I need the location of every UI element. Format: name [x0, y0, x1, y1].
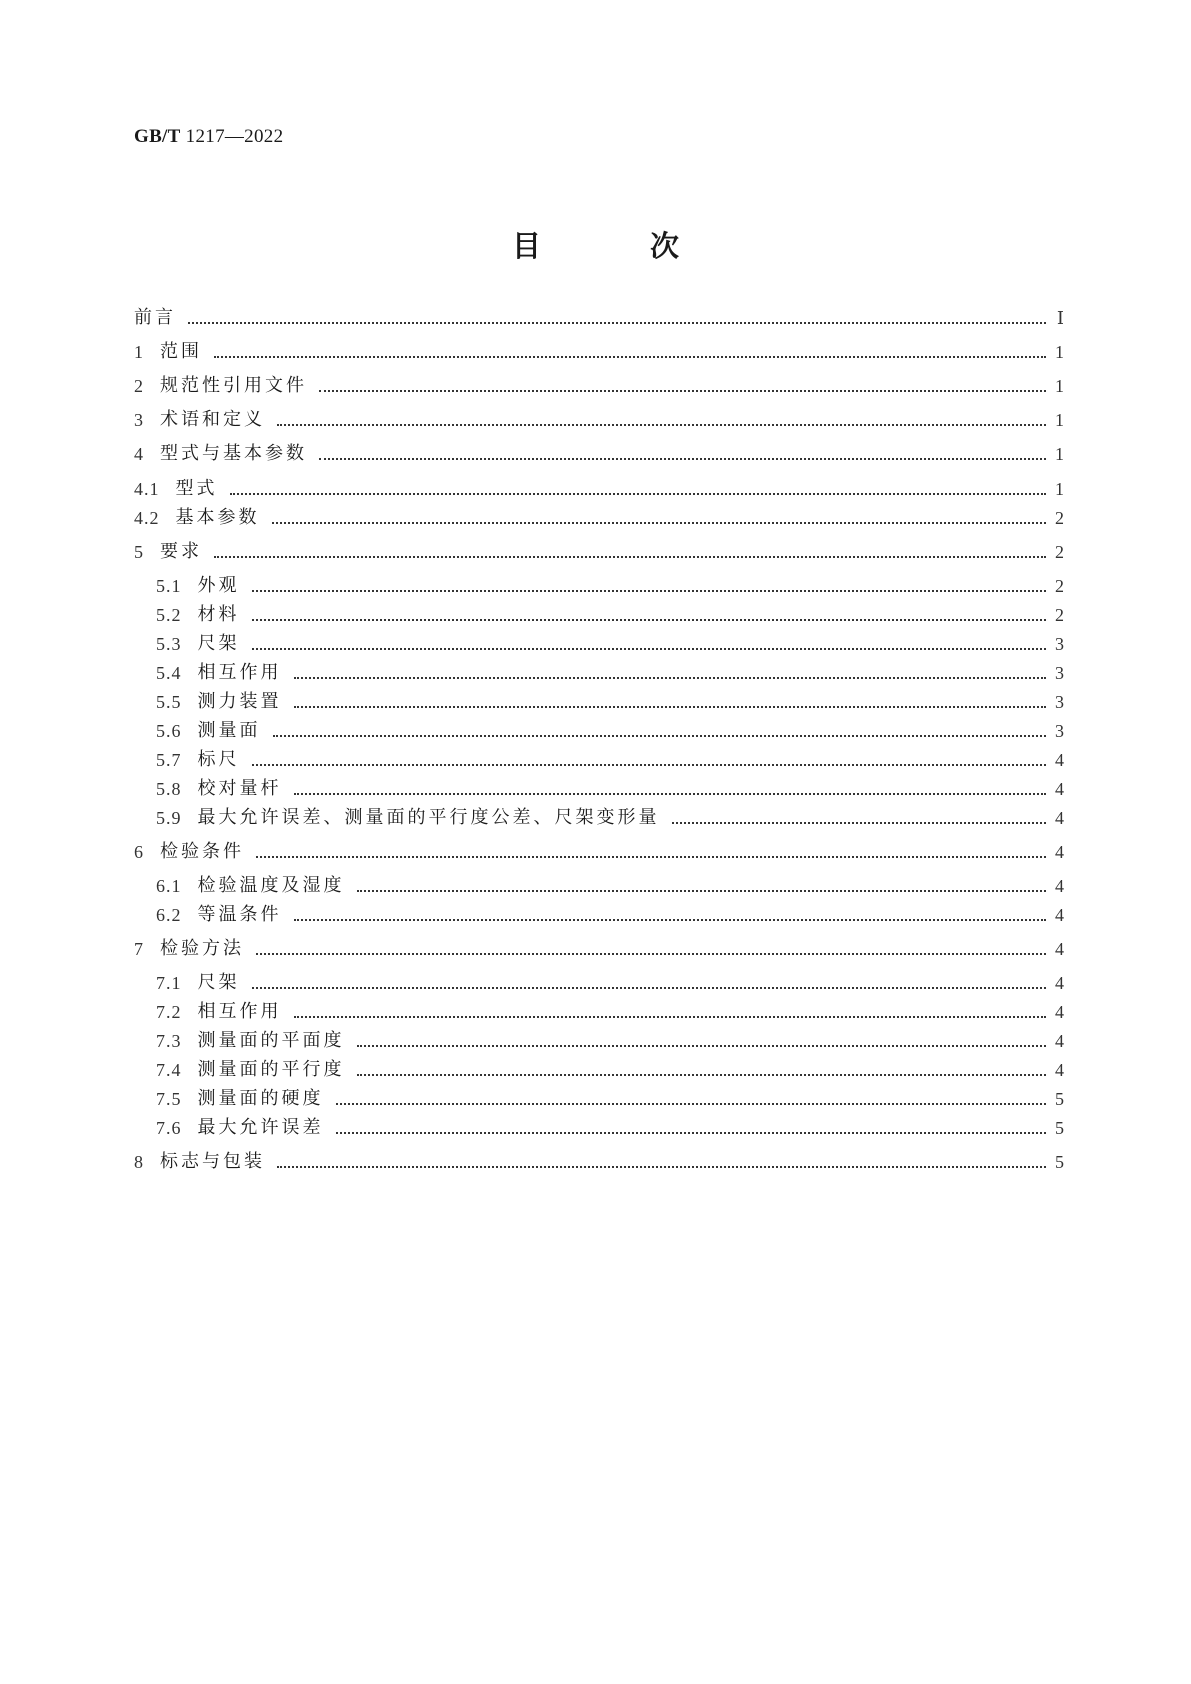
toc-entry-label: 测量面的平面度 [197, 1030, 345, 1051]
toc-entry-page: 2 [1055, 605, 1064, 625]
toc-entry[interactable] [134, 406, 1064, 434]
toc-leader-dots [672, 820, 1047, 824]
toc-entry-label: 测量面 [197, 720, 261, 741]
toc-entry-label: 最大允许误差、测量面的平行度公差、尺架变形量 [197, 807, 660, 828]
toc-entry[interactable] [134, 338, 1064, 366]
toc-entry-number: 5.9 [156, 808, 182, 828]
toc-entry[interactable] [156, 659, 1064, 687]
toc-leader-dots [336, 1130, 1047, 1134]
toc-entry-number: 6.1 [156, 876, 182, 896]
toc-entry-number: 7.5 [156, 1089, 182, 1109]
toc-leader-dots [272, 520, 1047, 524]
toc-entry-number: 7.4 [156, 1060, 182, 1080]
toc-entry-label: 尺架 [197, 633, 240, 654]
toc-leader-dots [256, 854, 1046, 858]
standard-code [134, 126, 283, 148]
toc-entry[interactable] [134, 935, 1064, 963]
toc-entry[interactable] [156, 998, 1064, 1026]
toc-entry[interactable] [156, 969, 1064, 997]
toc-entry-number: 8 [134, 1152, 144, 1172]
toc-leader-dots [188, 320, 1046, 324]
toc-leader-dots [294, 917, 1047, 921]
toc-entry-number: 2 [134, 376, 144, 396]
toc-entry-label: 测量面的硬度 [197, 1088, 324, 1109]
toc-entry-number: 4.2 [134, 508, 160, 528]
toc-leader-dots [294, 704, 1047, 708]
toc-entry-page: 1 [1055, 410, 1064, 430]
toc-entry[interactable] [156, 872, 1064, 900]
toc-entry-label: 相互作用 [197, 1001, 282, 1022]
toc-entry-page: 4 [1055, 779, 1064, 799]
toc-leader-dots [273, 733, 1047, 737]
toc-entry-foreword[interactable] [134, 304, 1064, 332]
toc-entry[interactable] [156, 1114, 1064, 1142]
standard-code-number: 1217—2022 [185, 126, 284, 147]
toc-entry-number: 5.4 [156, 663, 182, 683]
toc-leader-dots [252, 588, 1047, 592]
toc-entry-label: 标尺 [197, 749, 240, 770]
toc-entry-page: 3 [1055, 692, 1064, 712]
toc-leader-dots [294, 675, 1047, 679]
toc-entry[interactable] [134, 372, 1064, 400]
toc-entry-number: 5.6 [156, 721, 182, 741]
toc-entry-number: 7.6 [156, 1118, 182, 1138]
toc-entry-label: 基本参数 [175, 507, 260, 528]
toc-leader-dots [252, 985, 1047, 989]
toc-entry[interactable] [156, 688, 1064, 716]
toc-entry-page: 4 [1055, 750, 1064, 770]
toc-entry-page: 2 [1055, 542, 1064, 562]
toc-entry-label: 型式与基本参数 [160, 443, 307, 464]
toc-entry-number: 4.1 [134, 479, 160, 499]
toc-entry[interactable] [156, 1085, 1064, 1113]
toc-entry[interactable] [156, 1027, 1064, 1055]
toc-leader-dots [357, 1072, 1047, 1076]
toc-entry-page: 4 [1055, 905, 1064, 925]
toc-entry-number: 5.8 [156, 779, 182, 799]
toc-entry-label: 相互作用 [197, 662, 282, 683]
toc-entry-number: 6 [134, 842, 144, 862]
toc-entry[interactable] [156, 1056, 1064, 1084]
toc-entry-label: 范围 [160, 341, 202, 362]
toc-leader-dots [277, 422, 1046, 426]
toc-entry-page: 3 [1055, 634, 1064, 654]
toc-entry-label: 测力装置 [197, 691, 282, 712]
toc-entry-page: 4 [1055, 1060, 1064, 1080]
toc-leader-dots [294, 791, 1047, 795]
toc-leader-dots [357, 888, 1047, 892]
toc-entry-label: 检验方法 [160, 938, 244, 959]
toc-entry-label: 检验温度及湿度 [197, 875, 345, 896]
toc-leader-dots [357, 1043, 1047, 1047]
toc-entry-label: 要求 [160, 541, 202, 562]
toc-entry-label: 外观 [197, 575, 240, 596]
toc-entry[interactable] [156, 746, 1064, 774]
toc-entry-page: 3 [1055, 663, 1064, 683]
toc-entry-number: 5.7 [156, 750, 182, 770]
toc-leader-dots [252, 617, 1047, 621]
toc-entry-page: 4 [1055, 808, 1064, 828]
toc-entry-number: 7.1 [156, 973, 182, 993]
toc-entry-number: 1 [134, 342, 144, 362]
toc-entry-page: 4 [1055, 939, 1064, 959]
standard-code-prefix: GB/T [134, 126, 181, 147]
toc-entry-label: 检验条件 [160, 841, 244, 862]
toc-entry[interactable] [156, 901, 1064, 929]
toc-entry[interactable] [134, 538, 1064, 566]
toc-entry-page: 3 [1055, 721, 1064, 741]
toc-entry-number: 3 [134, 410, 144, 430]
toc-leader-dots [277, 1164, 1046, 1168]
toc-entry[interactable] [156, 717, 1064, 745]
toc-entry[interactable] [156, 775, 1064, 803]
toc-entry-label: 规范性引用文件 [160, 375, 307, 396]
toc-leader-dots [319, 388, 1046, 392]
toc-entry-number: 4 [134, 444, 144, 464]
toc-entry-label: 校对量杆 [197, 778, 282, 799]
toc-leader-dots [256, 951, 1046, 955]
toc-entry-label: 最大允许误差 [197, 1117, 324, 1138]
toc-leader-dots [230, 491, 1047, 495]
toc-entry-page: 2 [1055, 508, 1064, 528]
toc-entry-label: 尺架 [197, 972, 240, 993]
toc-entry-number: 5.3 [156, 634, 182, 654]
toc-entry-label: 等温条件 [197, 904, 282, 925]
toc-leader-dots [336, 1101, 1047, 1105]
toc-entry-page: 1 [1055, 376, 1064, 396]
toc-entry-page: 1 [1055, 444, 1064, 464]
toc-leader-dots [214, 354, 1046, 358]
toc-entry[interactable] [134, 838, 1064, 866]
toc-entry-label: 型式 [175, 478, 218, 499]
toc-leader-dots [252, 646, 1047, 650]
toc-entry[interactable] [156, 572, 1064, 600]
toc-entry[interactable] [134, 440, 1064, 468]
toc-entry-page: Ⅰ [1056, 308, 1064, 328]
toc-entry-label: 标志与包装 [160, 1151, 265, 1172]
toc-entry-page: 4 [1055, 973, 1064, 993]
toc-entry[interactable] [156, 601, 1064, 629]
toc-entry-page: 5 [1055, 1118, 1064, 1138]
toc-leader-dots [252, 762, 1047, 766]
toc-entry-number: 5.5 [156, 692, 182, 712]
toc-entry-label: 材料 [197, 604, 240, 625]
toc-entry-number: 5.1 [156, 576, 182, 596]
toc-entry-page: 1 [1055, 479, 1064, 499]
toc-entry[interactable] [134, 475, 1064, 503]
toc-leader-dots [294, 1014, 1047, 1018]
toc-entry[interactable] [156, 804, 1064, 832]
toc-entry[interactable] [156, 630, 1064, 658]
toc-entry-number: 5.2 [156, 605, 182, 625]
toc-entry-number: 7.3 [156, 1031, 182, 1051]
toc-leader-dots [319, 456, 1046, 460]
toc-entry-page: 4 [1055, 1002, 1064, 1022]
toc-entry-number: 7.2 [156, 1002, 182, 1022]
toc-entry-page: 4 [1055, 842, 1064, 862]
toc-entry-page: 5 [1055, 1089, 1064, 1109]
toc-entry-page: 2 [1055, 576, 1064, 596]
toc-entry-page: 5 [1055, 1152, 1064, 1172]
toc-title: 目 次 [511, 229, 719, 263]
toc-entry-label: 术语和定义 [160, 409, 265, 430]
toc-entry-label: 测量面的平行度 [197, 1059, 345, 1080]
toc-entry[interactable] [134, 1148, 1064, 1176]
toc-entry-page: 1 [1055, 342, 1064, 362]
toc-entry-number: 5 [134, 542, 144, 562]
toc-entry-number: 6.2 [156, 905, 182, 925]
toc-entry-page: 4 [1055, 876, 1064, 896]
toc-entry[interactable] [134, 504, 1064, 532]
toc-entry-page: 4 [1055, 1031, 1064, 1051]
toc-entry-number: 7 [134, 939, 144, 959]
toc-entry-label: 前言 [134, 307, 176, 328]
toc-leader-dots [214, 554, 1046, 558]
